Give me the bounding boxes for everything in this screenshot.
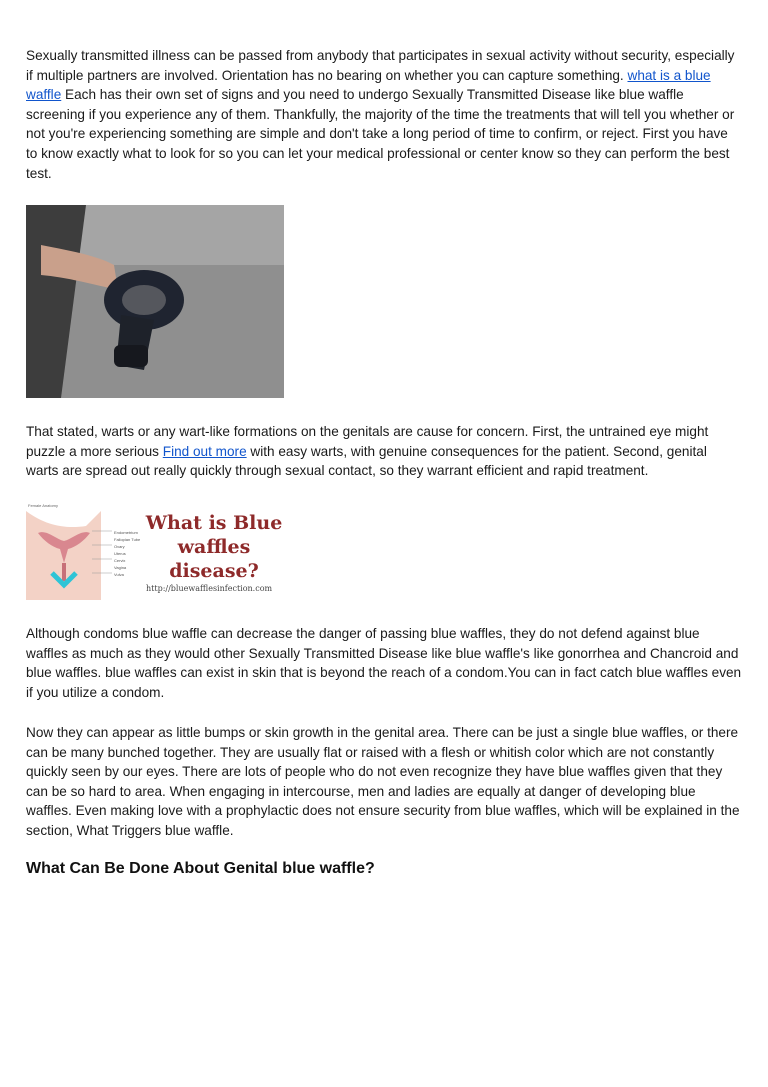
- paragraph-2: [26, 422, 742, 481]
- anatomy-label: Vulva: [114, 572, 124, 577]
- paragraph-4: Now they can appear as little bumps or skin growth in the genital area. There can be just a single blue waffles, or there can be many bunched together. They are usually flat or raised with a flesh or whitish color which are not constantly quickly seen by our eyes. There are lots of people who do not even recognize they have blue waffles given that they can be so hard to area. When engaging in intercourse, men and ladies are equally at danger of developing blue waffles. Even making love with a prophylactic does not ensure security from blue waffles, which will be explained in the section, What Triggers blue waffle.: [26, 725, 740, 838]
- section-heading: What Can Be Done About Genital blue waffle?: [26, 860, 375, 877]
- infographic-title: What is Blue waffles disease?: [145, 512, 283, 582]
- paragraph-2-text-a: That stated, warts or any wart-like formations on the genitals are cause for concern. First, the untrained eye might puzzle a more serious: [26, 424, 709, 459]
- anatomy-label: Vagina: [114, 565, 127, 570]
- paragraph-1-text-b: Each has their own set of signs and you need to undergo Sexually Transmitted Disease like blue waffle screening if you experience any of them. Thankfully, the majority of the time the treatments that will tell you whether or not you're experiencing something are simple and don't take a long period of time to confirm, or reject. First you have to know exactly what to look for so you can let your medical professional or center know so they can perform the best test.: [26, 87, 735, 181]
- anatomy-caption: Female Anatomy: [28, 503, 59, 508]
- infographic-url: http://bluewafflesinfection.com: [146, 584, 273, 593]
- link-what-is-blue-waffle[interactable]: what is a blue waffle: [26, 67, 711, 103]
- anatomy-label: Cervix: [114, 558, 126, 563]
- anatomy-label: Ovary: [114, 544, 125, 549]
- photo-hand-holding-object: [26, 205, 284, 398]
- paragraph-1: [26, 46, 742, 183]
- anatomy-labels: [114, 529, 140, 578]
- paragraph-3: Although condoms blue waffle can decrease the danger of passing blue waffles, they do not defend against blue waffles as much as they would other Sexually Transmitted Disease like blue waffle's like gonorrhea and Chancroid and blue waffles. blue waffles can exist in skin that is beyond the reach of a condom.You can in fact catch blue waffles even if you utilize a condom.: [26, 626, 742, 700]
- anatomy-label: Endometrium: [114, 530, 138, 535]
- photo-illustration: [26, 205, 284, 398]
- anatomy-label: Uterus: [114, 551, 126, 556]
- link-find-out-more[interactable]: Find out more: [162, 443, 247, 459]
- paragraph-1-text-a: Sexually transmitted illness can be passed from anybody that participates in sexual activity without security, especially if multiple partners are involved. Orientation has no bearing on whether you can capture something.: [26, 48, 735, 83]
- anatomy-label: Fallopian Tube: [114, 537, 141, 542]
- image-blue-waffles-infographic: [26, 501, 284, 600]
- paragraph-2-text-b: with easy warts, with genuine consequences for the patient. Second, genital warts are spread out really quickly through sexual contact, so they warrant efficient and rapid treatment.: [26, 443, 707, 479]
